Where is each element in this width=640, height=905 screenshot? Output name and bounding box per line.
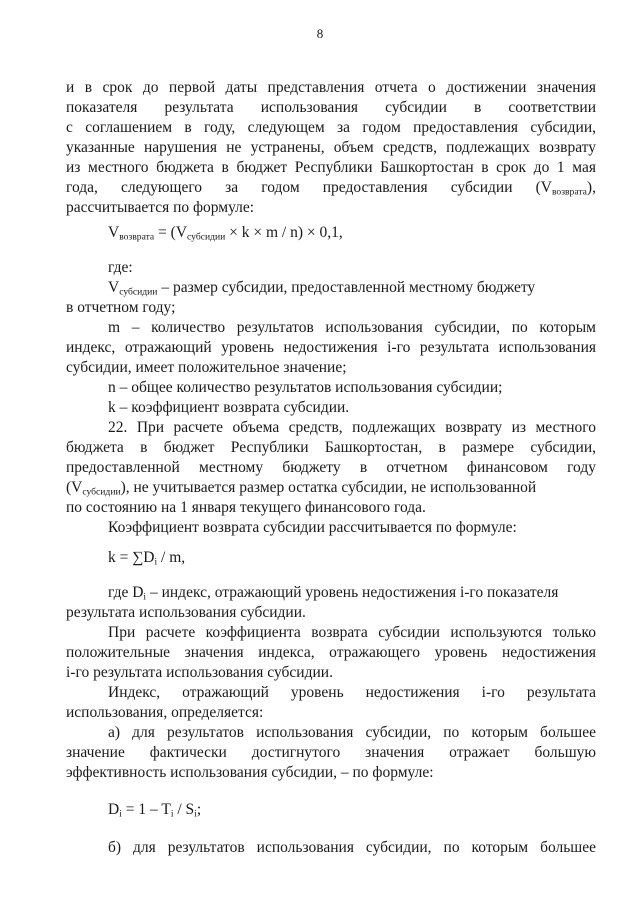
- text-line: указанные нарушения не устранены, объем средств, подлежащих возврату: [66, 139, 596, 156]
- text-fragment: предоставления: [322, 179, 428, 196]
- para-line: по состоянию на 1 января текущего финансового года.: [66, 499, 426, 516]
- text-line: i-го результата использования субсидии.: [66, 664, 333, 681]
- subscript: возврата: [119, 231, 155, 243]
- subscript: i: [170, 808, 174, 820]
- def-line: k – коэффициент возврата субсидии.: [108, 399, 350, 416]
- para-text: ), не учитывается размер остатка субсидии, не использованной: [120, 479, 537, 496]
- formula-part: = 1 – T: [121, 801, 171, 818]
- text-line: показателя результата использования субсидии в соответствии: [66, 99, 596, 116]
- para-line: 22. При расчете объема средств, подлежащих возврату из местного: [108, 419, 596, 436]
- subscript: субсидии: [82, 486, 121, 498]
- subscript: i: [143, 591, 147, 603]
- text-fragment: следующего: [121, 179, 203, 196]
- formula-part: ;: [196, 801, 202, 818]
- text-line: Индекс, отражающий уровень недостижения i-го результата: [108, 684, 596, 701]
- text-part: – индекс, отражающий уровень недостижения i-го показателя: [146, 584, 559, 601]
- formula-vozvrata: [108, 223, 638, 247]
- text-line: б) для результатов использования субсидии, по которым большее: [108, 839, 596, 856]
- text-line: эффективность использования субсидии, – по формуле:: [66, 764, 434, 781]
- para-line: $(V_{субсидии})$, не учитывается размер остатка субсидии, не использованной: [66, 479, 537, 498]
- text-fragment: года,: [66, 179, 98, 196]
- formula-part: D: [108, 801, 120, 818]
- subscript: субсидии: [119, 286, 158, 298]
- text-line: При расчете коэффициента возврата субсидии используются только: [108, 624, 596, 641]
- text-line: и в срок до первой даты представления отчета о достижении значения: [66, 79, 596, 96]
- formula-part: × k × m / n) × 0,1,: [225, 224, 343, 241]
- text-part: где D: [108, 584, 144, 601]
- text-line: из местного бюджета в бюджет Республики Башкортостан в срок до 1 мая: [66, 159, 596, 176]
- text-line: положительные значения индекса, отражающего уровень недостижения: [66, 644, 596, 661]
- subscript: возврата: [551, 186, 587, 198]
- text-fragment: годом: [261, 179, 300, 196]
- def-line: субсидии, имеет положительное значение;: [66, 359, 347, 376]
- formula-k: [108, 548, 638, 572]
- para-line: Коэффициент возврата субсидии рассчитывается по формуле:: [108, 519, 517, 536]
- def-line: индекс, отражающий уровень недостижения i-го результата использования: [66, 339, 596, 356]
- subscript: i: [154, 556, 158, 568]
- page-number: 8: [316, 26, 324, 41]
- text-line: использования, определяется:: [66, 704, 264, 721]
- para-line: бюджета в бюджет Республики Башкортостан, в размере субсидии,: [66, 439, 596, 456]
- text-fragment: $(V_{возврата})$,: [535, 179, 596, 198]
- formula-part: = (V: [154, 224, 188, 241]
- formula-part: k = ∑D: [108, 549, 155, 566]
- def-line: m – количество результатов использования субсидии, по которым: [108, 319, 596, 336]
- def-text: – размер субсидии, предоставленной местному бюджету: [157, 279, 536, 296]
- def-line: в отчетном году;: [66, 299, 176, 316]
- text-line: результата использования субсидии.: [66, 604, 306, 621]
- text-line: с соглашением в году, следующем за годом предоставления субсидии,: [66, 119, 596, 136]
- text-line: рассчитывается по формуле:: [66, 199, 255, 216]
- text-line: значение фактически достигнутого значения отражает большую: [66, 744, 596, 761]
- formula-part: V: [108, 224, 120, 241]
- text-line: а) для результатов использования субсидии, по которым большее: [108, 724, 596, 741]
- subscript: субсидии: [187, 231, 226, 243]
- formula-d: [108, 800, 638, 824]
- para-line: предоставленной местному бюджету в отчетном финансовом году: [66, 459, 596, 476]
- subscript: i: [194, 808, 197, 820]
- def-line: n – общее количество результатов использования субсидии;: [108, 379, 503, 396]
- def-line: $V_{субсидии}$ – размер субсидии, предоставленной местному бюджету: [108, 279, 536, 298]
- text-fragment: субсидии: [450, 179, 513, 196]
- subscript: i: [119, 808, 122, 820]
- text-fragment: за: [225, 179, 239, 196]
- formula-part: / S: [173, 801, 195, 818]
- where-label: где:: [108, 259, 133, 276]
- formula-part: / m,: [157, 549, 186, 566]
